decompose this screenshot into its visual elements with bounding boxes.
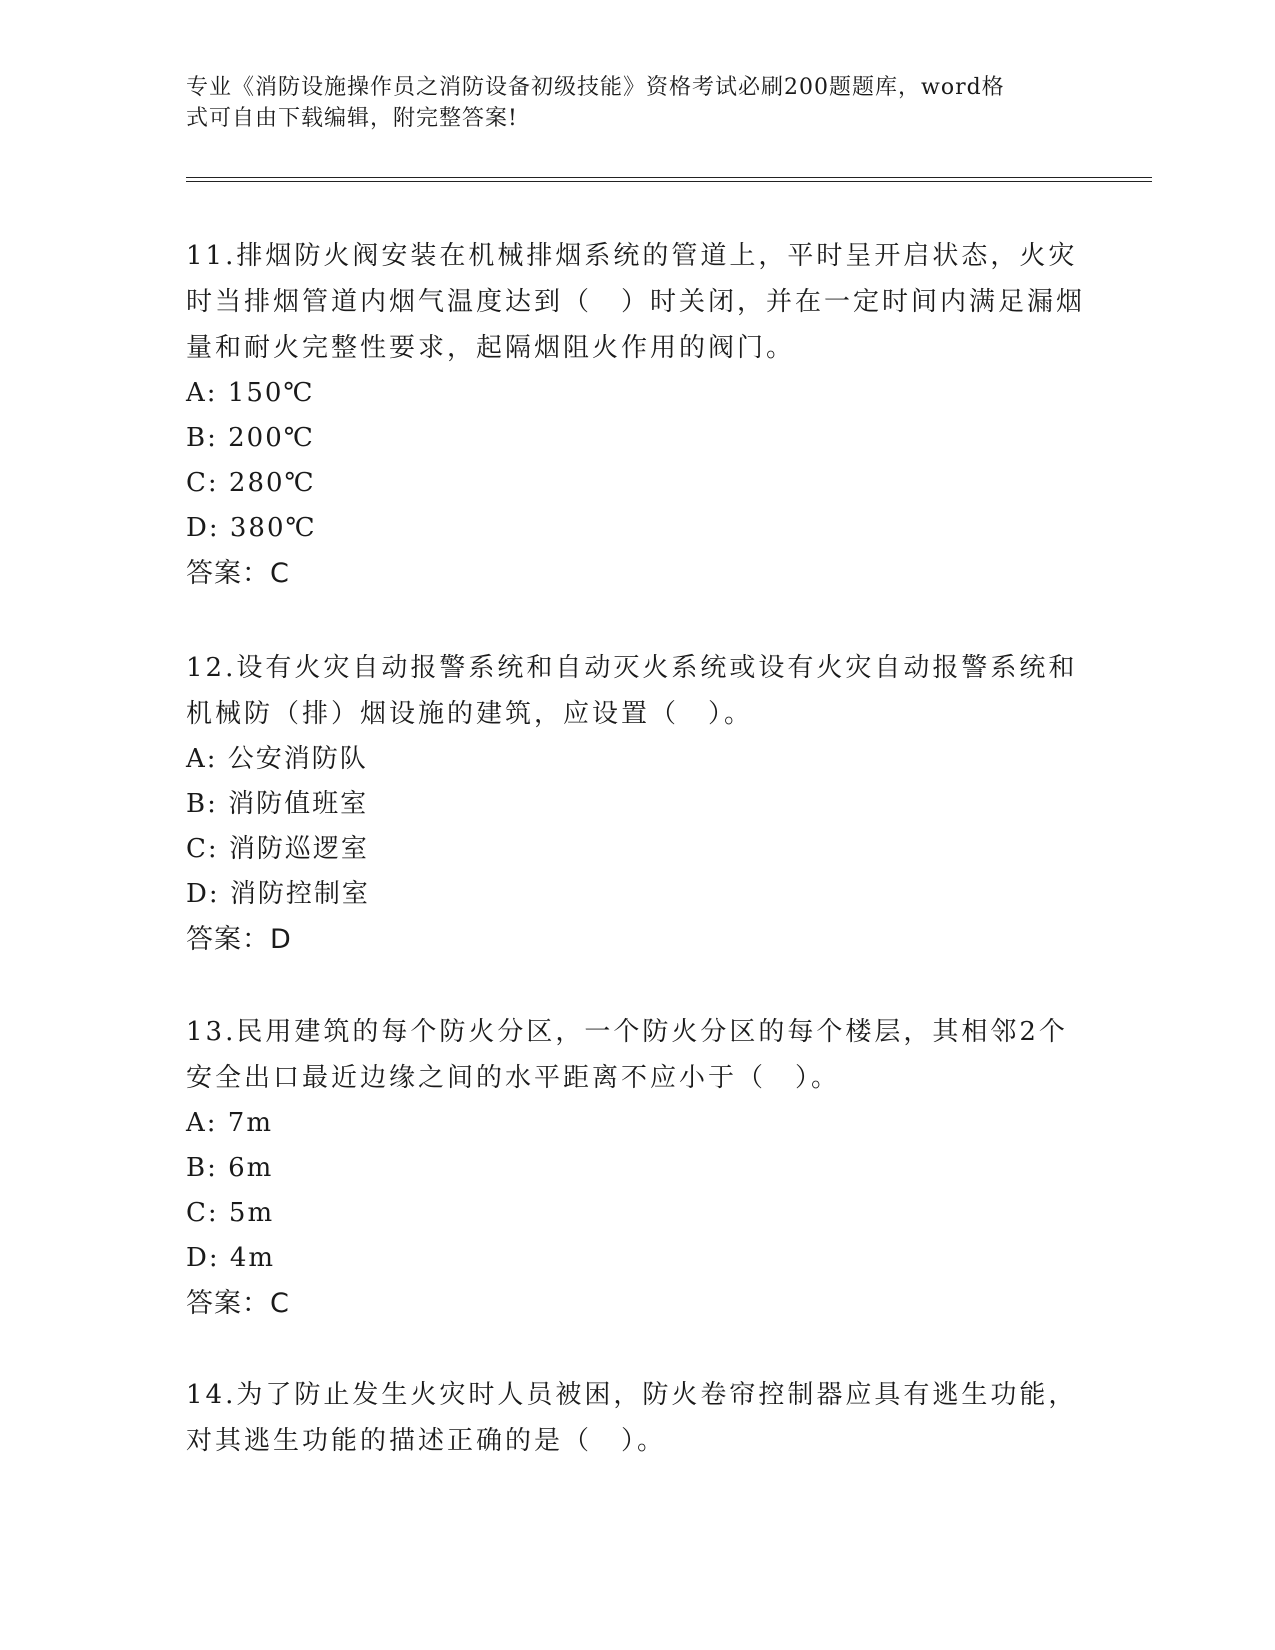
question-12 xyxy=(186,645,1086,963)
answer: 答案：C xyxy=(186,558,290,589)
answer: 答案：C xyxy=(186,1288,290,1319)
header-divider-top xyxy=(186,177,1152,178)
option-c: C: 5m xyxy=(186,1198,275,1228)
option-d: D: 380℃ xyxy=(186,513,317,543)
question-stem: 11.排烟防火阀安装在机械排烟系统的管道上，平时呈开启状态，火灾时当排烟管道内烟气温度达到（ ）时关闭，并在一定时间内满足漏烟量和耐火完整性要求，起隔烟阻火作用的阀门。 xyxy=(186,241,1086,363)
header-line-1: 专业《消防设施操作员之消防设备初级技能》资格考试必刷200题题库，word格 xyxy=(186,75,1005,100)
option-a: A: 150℃ xyxy=(186,378,315,408)
option-d: D: 4m xyxy=(186,1243,276,1273)
option-b: B: 6m xyxy=(186,1153,274,1183)
header-line-2: 式可自由下载编辑，附完整答案! xyxy=(186,106,518,131)
document-header xyxy=(186,72,1066,134)
option-d: D: 消防控制室 xyxy=(186,879,370,909)
question-14 xyxy=(186,1372,1086,1464)
question-13 xyxy=(186,1009,1086,1327)
option-a: A: 公安消防队 xyxy=(186,744,368,774)
answer: 答案：D xyxy=(186,924,292,955)
option-c: C: 消防巡逻室 xyxy=(186,834,369,864)
option-b: B: 消防值班室 xyxy=(186,789,369,819)
option-b: B: 200℃ xyxy=(186,423,315,453)
option-c: C: 280℃ xyxy=(186,468,316,498)
question-stem: 14.为了防止发生火灾时人员被困，防火卷帘控制器应具有逃生功能，对其逃生功能的描述正确的是（ ）。 xyxy=(186,1380,1078,1456)
question-stem: 12.设有火灾自动报警系统和自动灭火系统或设有火灾自动报警系统和机械防（排）烟设施的建筑，应设置（ ）。 xyxy=(186,653,1078,729)
question-11 xyxy=(186,233,1086,597)
option-a: A: 7m xyxy=(186,1108,273,1138)
header-divider-bottom xyxy=(186,181,1152,182)
question-stem: 13.民用建筑的每个防火分区，一个防火分区的每个楼层，其相邻2个安全出口最近边缘之间的水平距离不应小于（ ）。 xyxy=(186,1017,1068,1093)
